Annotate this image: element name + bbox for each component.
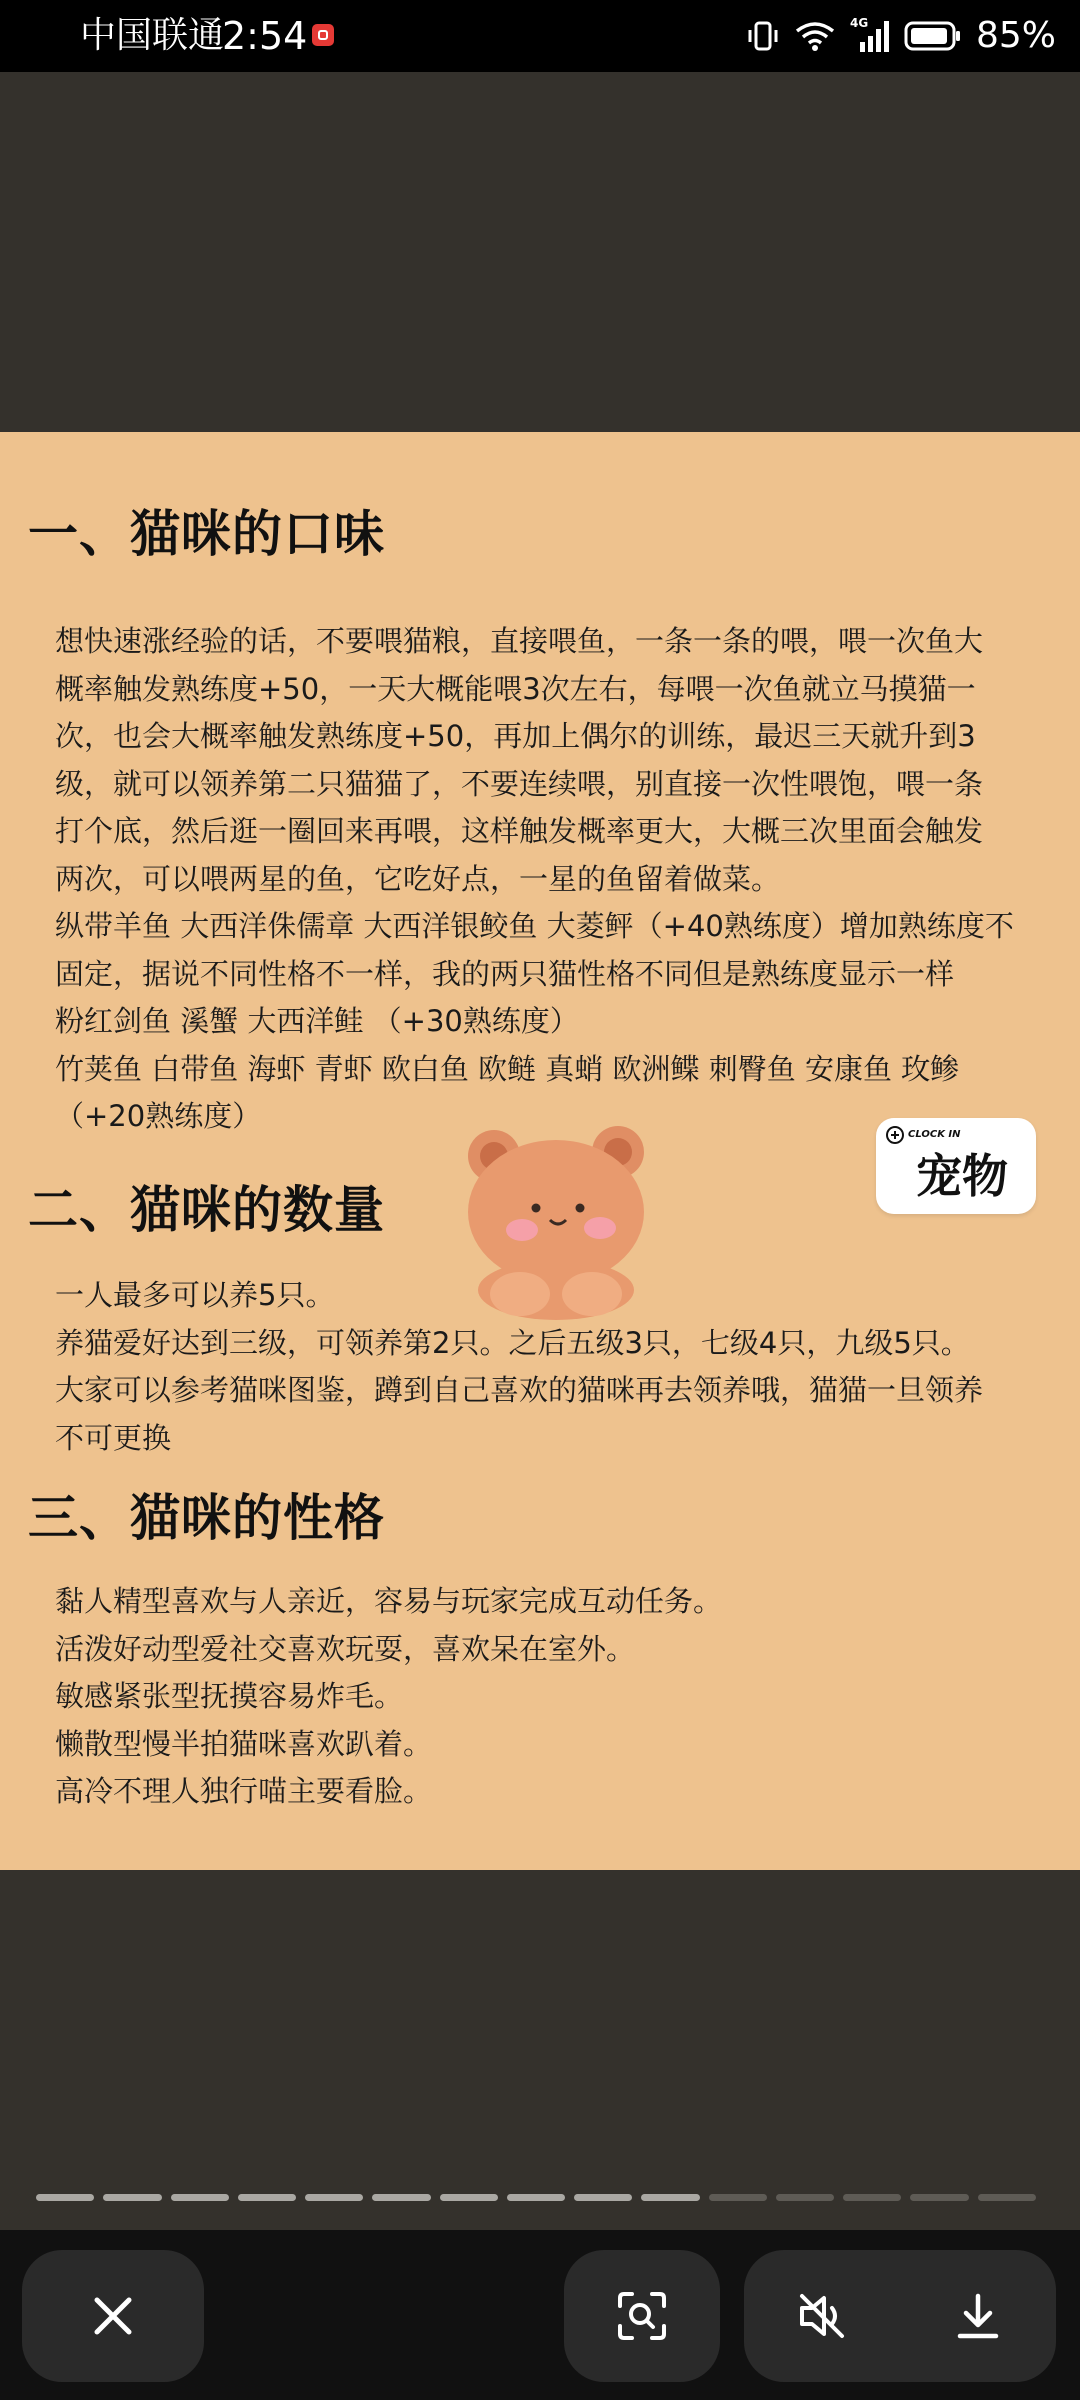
article-image	[0, 432, 1080, 1870]
text-line: 养猫爱好达到三级，可领养第2只。之后五级3只，七级4只，九级5只。	[55, 1325, 970, 1360]
page-dot	[776, 2194, 834, 2201]
page-dot	[238, 2194, 296, 2201]
page-dot	[103, 2194, 161, 2201]
text-line: 次，也会大概率触发熟练度+50，再加上偶尔的训练，最迟三天就升到3	[55, 719, 976, 753]
page-dot	[372, 2194, 430, 2201]
text-line: 大家可以参考猫咪图鉴，蹲到自己喜欢的猫咪再去领养哦，猫猫一旦领养	[55, 1373, 984, 1407]
download-icon	[952, 2290, 1004, 2342]
carrier-label: 中国联通	[80, 15, 225, 56]
text-line: （+20熟练度）	[55, 1099, 262, 1133]
download-button[interactable]	[900, 2250, 1056, 2382]
pet-tag-title: 宠物	[916, 1149, 1008, 1203]
page-indicator	[36, 2194, 1036, 2202]
page-dot	[978, 2194, 1036, 2201]
text-line: 打个底，然后逛一圈回来再喂，这样触发概率更大，大概三次里面会触发	[55, 814, 984, 848]
section-heading-personality: 三、猫咪的性格	[28, 1489, 385, 1547]
text-line: 活泼好动型爱社交喜欢玩耍，喜欢呆在室外。	[55, 1631, 636, 1666]
clock-time: 2:54	[222, 14, 308, 58]
mute-icon	[794, 2288, 850, 2344]
battery-icon	[904, 19, 962, 53]
page-dot	[171, 2194, 229, 2201]
battery-percentage: 85%	[975, 15, 1056, 56]
section-heading-taste: 一、猫咪的口味	[28, 505, 385, 563]
text-line: 概率触发熟练度+50，一天大概能喂3次左右，每喂一次鱼就立马摸猫一	[55, 671, 976, 706]
signal-icon	[850, 18, 890, 54]
text-line: 想快速涨经验的话，不要喂猫粮，直接喂鱼，一条一条的喂，喂一次鱼大	[55, 624, 984, 658]
close-button[interactable]	[22, 2250, 204, 2382]
page-dot	[910, 2194, 968, 2201]
text-line: 懒散型慢半拍猫咪喜欢趴着。	[55, 1726, 433, 1761]
media-actions-group	[744, 2250, 1056, 2382]
text-line: 黏人精型喜欢与人亲近，容易与玩家完成互动任务。	[55, 1584, 723, 1618]
wifi-icon	[794, 19, 836, 53]
page-dot	[507, 2194, 565, 2201]
text-line: 纵带羊鱼 大西洋侏儒章 大西洋银鲛鱼 大菱鲆（+40熟练度）增加熟练度不	[55, 909, 1014, 943]
vibrate-icon	[746, 19, 780, 53]
text-line: 敏感紧张型抚摸容易炸毛。	[55, 1679, 404, 1713]
page-dot-current	[641, 2194, 699, 2201]
bear-sticker-icon	[450, 1112, 660, 1322]
bottom-action-bar	[0, 2230, 1080, 2400]
clock-in-text: CLOCK IN	[908, 1129, 961, 1140]
text-line: 不可更换	[55, 1420, 172, 1455]
text-line: 高冷不理人独行喵主要看脸。	[55, 1774, 433, 1808]
text-line: 粉红剑鱼 溪蟹 大西洋鲑 （+30熟练度）	[55, 1004, 579, 1038]
clock-in-label	[886, 1126, 961, 1144]
page-dot	[36, 2194, 94, 2201]
plus-circle-icon	[886, 1126, 904, 1144]
section-body-taste	[55, 618, 1035, 1141]
network-type-label: 4G	[849, 16, 869, 30]
page-dot	[843, 2194, 901, 2201]
page-dot	[709, 2194, 767, 2201]
text-line: 竹荚鱼 白带鱼 海虾 青虾 欧白鱼 欧鲢 真蛸 欧洲鲽 刺臀鱼 安康鱼 玫鲹	[55, 1051, 960, 1086]
scan-image-button[interactable]	[564, 2250, 720, 2382]
scan-icon	[614, 2288, 670, 2344]
section-body-personality	[55, 1578, 1035, 1816]
text-line: 两次，可以喂两星的鱼，它吃好点，一星的鱼留着做菜。	[55, 861, 781, 896]
page-dot	[305, 2194, 363, 2201]
pet-tag-sticker	[876, 1118, 1036, 1214]
page-dot	[574, 2194, 632, 2201]
app-badge-icon	[312, 24, 334, 46]
text-line: 固定，据说不同性格不一样，我的两只猫性格不同但是熟练度显示一样	[55, 956, 955, 991]
status-bar	[0, 0, 1080, 72]
section-heading-count: 二、猫咪的数量	[28, 1181, 385, 1239]
status-icons	[746, 14, 1056, 58]
close-icon	[91, 2294, 135, 2338]
mute-button[interactable]	[744, 2250, 900, 2382]
text-line: 一人最多可以养5只。	[55, 1278, 335, 1312]
page-dot	[440, 2194, 498, 2201]
text-line: 级，就可以领养第二只猫猫了，不要连续喂，别直接一次性喂饱，喂一条	[55, 766, 984, 801]
